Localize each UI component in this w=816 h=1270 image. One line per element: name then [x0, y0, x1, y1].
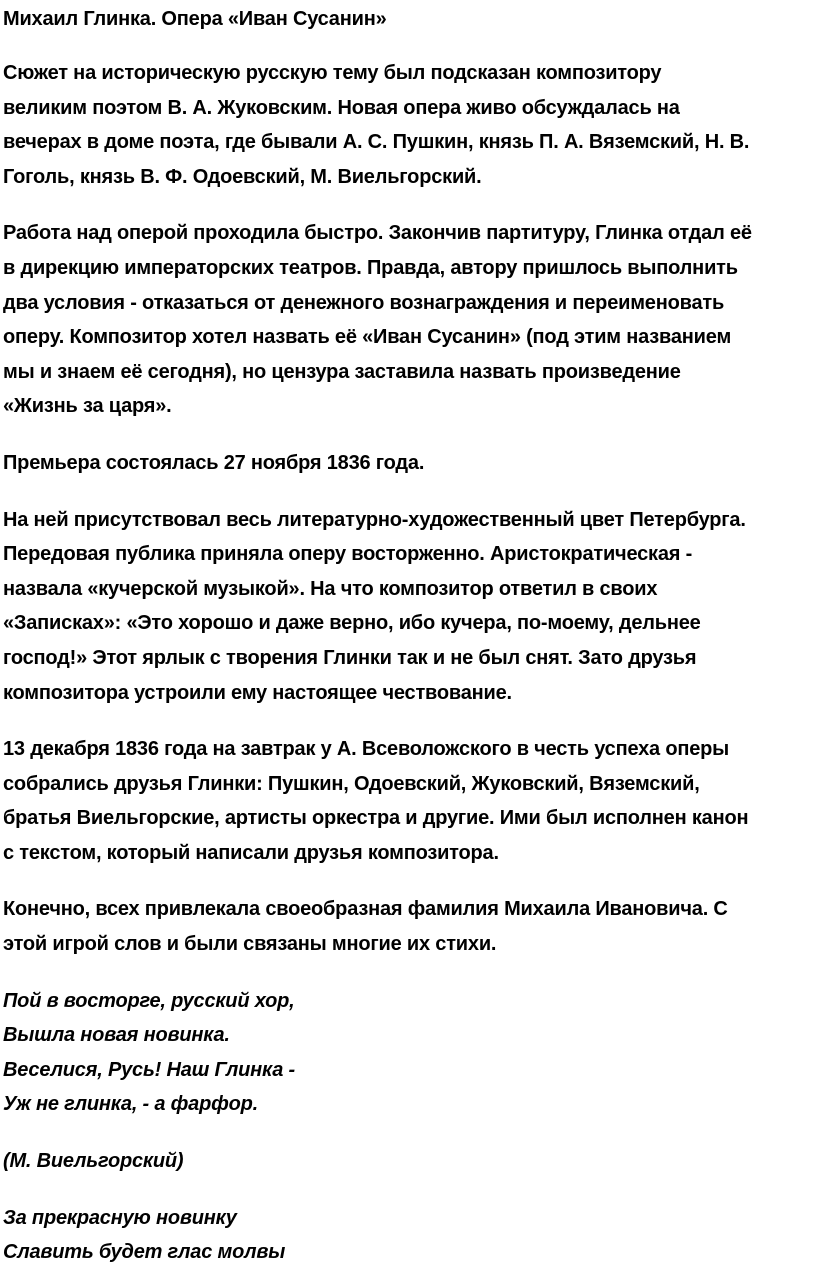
- paragraph-celebration: [3, 732, 809, 870]
- text-line: Сюжет на историческую русскую тему был подсказан композитору: [3, 62, 662, 84]
- paragraph-reception: [3, 503, 809, 711]
- text-line: собрались друзья Глинки: Пушкин, Одоевский, Жуковский, Вяземский,: [3, 772, 700, 795]
- poem-line: Славить будет глас молвы: [3, 1241, 286, 1264]
- text-line: этой игрой слов и были связаны многие их стихи.: [3, 933, 497, 956]
- text-line: Работа над оперой проходила быстро. Закончив партитуру, Глинка отдал её: [3, 222, 752, 245]
- text-line: с текстом, который написали друзья композитора.: [3, 841, 499, 864]
- text-line: оперу. Композитор хотел назвать её «Иван Сусанин» (под этим названием: [3, 326, 732, 349]
- text-line: Передовая публика приняла оперу восторженно. Аристократическая -: [3, 543, 693, 566]
- poem-attribution: (М. Виельгорский): [3, 1150, 184, 1173]
- text-line: Гоголь, князь В. Ф. Одоевский, М. Виельгорский.: [3, 165, 482, 188]
- paragraph-plot: [3, 56, 809, 194]
- text-line: братья Виельгорские, артисты оркестра и другие. Ими был исполнен канон: [3, 807, 749, 830]
- text-line: великим поэтом В. А. Жуковским. Новая опера живо обсуждалась на: [3, 96, 680, 119]
- text-line: 13 декабря 1836 года на завтрак у А. Всеволожского в честь успеха оперы: [3, 738, 730, 761]
- text-line: «Записках»: «Это хорошо и даже верно, ибо кучера, по-моему, дельнее: [3, 612, 701, 635]
- poem-line: Пой в восторге, русский хор,: [3, 989, 295, 1012]
- poem-line: Вышла новая новинка.: [3, 1024, 230, 1047]
- text-line: вечерах в доме поэта, где бывали А. С. Пушкин, князь П. А. Вяземский, Н. В.: [3, 131, 750, 154]
- text-line: «Жизнь за царя».: [3, 395, 172, 418]
- text-line: господ!» Этот ярлык с творения Глинки так и не был снят. Зато друзья: [3, 646, 697, 669]
- text-line: Конечно, всех привлекала своеобразная фамилия Михаила Ивановича. С: [3, 898, 728, 921]
- text-line: На ней присутствовал весь литературно-художественный цвет Петербурга.: [3, 508, 746, 531]
- poem-line: Веселися, Русь! Наш Глинка -: [3, 1058, 295, 1081]
- text-line: Премьера состоялась 27 ноября 1836 года.: [3, 451, 425, 474]
- document: [3, 0, 809, 1270]
- poem-stanza-2: [3, 1201, 809, 1270]
- paragraph-premiere: [3, 446, 809, 481]
- poem-stanza-1: [3, 984, 809, 1122]
- page-title: Михаил Глинка. Опера «Иван Сусанин»: [3, 8, 387, 30]
- text-line: композитора устроили ему настоящее чествование.: [3, 681, 512, 704]
- text-line: назвала «кучерской музыкой». На что композитор ответил в своих: [3, 577, 658, 600]
- paragraph-work: [3, 216, 809, 424]
- text-line: два условия - отказаться от денежного вознаграждения и переименовать: [3, 291, 725, 314]
- poem-line: За прекрасную новинку: [3, 1206, 237, 1229]
- text-line: в дирекцию императорских театров. Правда, автору пришлось выполнить: [3, 256, 738, 279]
- text-line: мы и знаем её сегодня), но цензура заставила назвать произведение: [3, 360, 681, 383]
- paragraph-surname: [3, 892, 809, 961]
- poem-line: Уж не глинка, - а фарфор.: [3, 1093, 258, 1116]
